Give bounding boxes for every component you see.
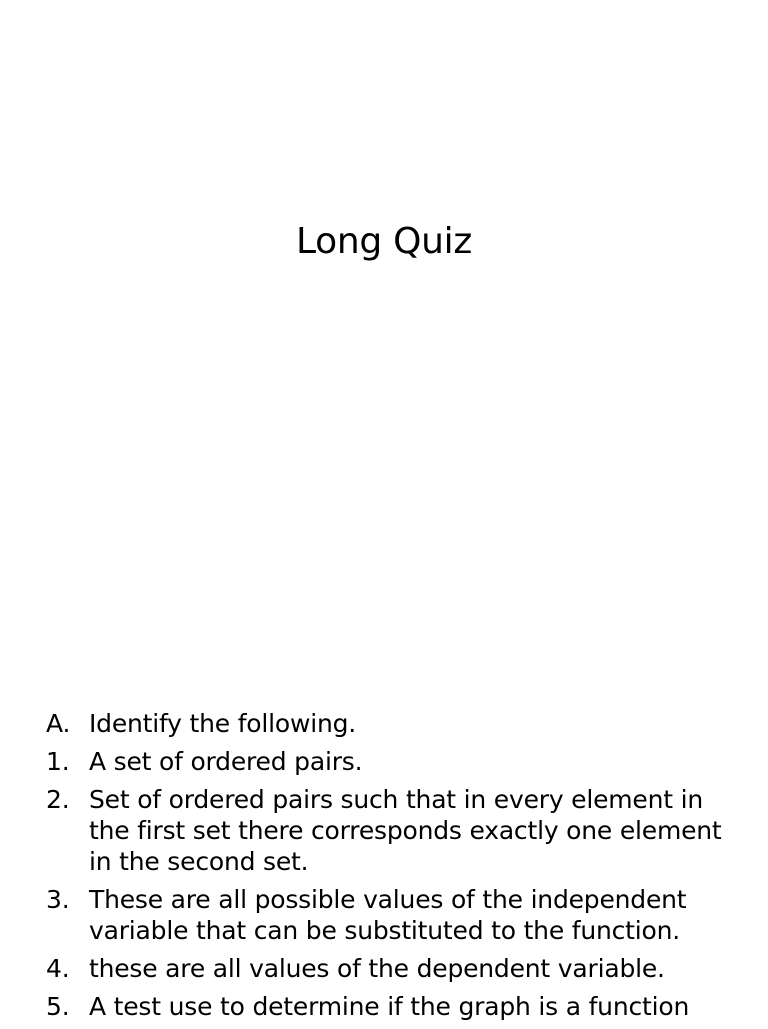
item-text: A set of ordered pairs. [89, 747, 363, 776]
list-item-instruction [0, 708, 768, 739]
item-text: Identify the following. [89, 709, 357, 738]
item-marker: 4. [46, 954, 70, 983]
item-text: these are all values of the dependent variable. [89, 954, 665, 983]
item-text: These are all possible values of the independent variable that can be substituted to the function. [89, 885, 687, 945]
item-marker: 2. [46, 785, 70, 814]
list-item-question-3 [0, 884, 768, 946]
list-item-question-2 [0, 784, 768, 877]
item-marker: 5. [46, 992, 70, 1021]
question-list [0, 708, 768, 1029]
list-item-question-1 [0, 746, 768, 777]
item-text: A test use to determine if the graph is a function [89, 992, 690, 1021]
item-marker: 3. [46, 885, 70, 914]
list-item-question-4 [0, 953, 768, 984]
item-marker: 1. [46, 747, 70, 776]
page-title: Long Quiz [296, 221, 472, 262]
list-item-question-5 [0, 991, 768, 1022]
item-marker: A. [46, 709, 71, 738]
item-text: Set of ordered pairs such that in every element in the first set there corresponds exactly one element in the second set. [89, 785, 722, 876]
